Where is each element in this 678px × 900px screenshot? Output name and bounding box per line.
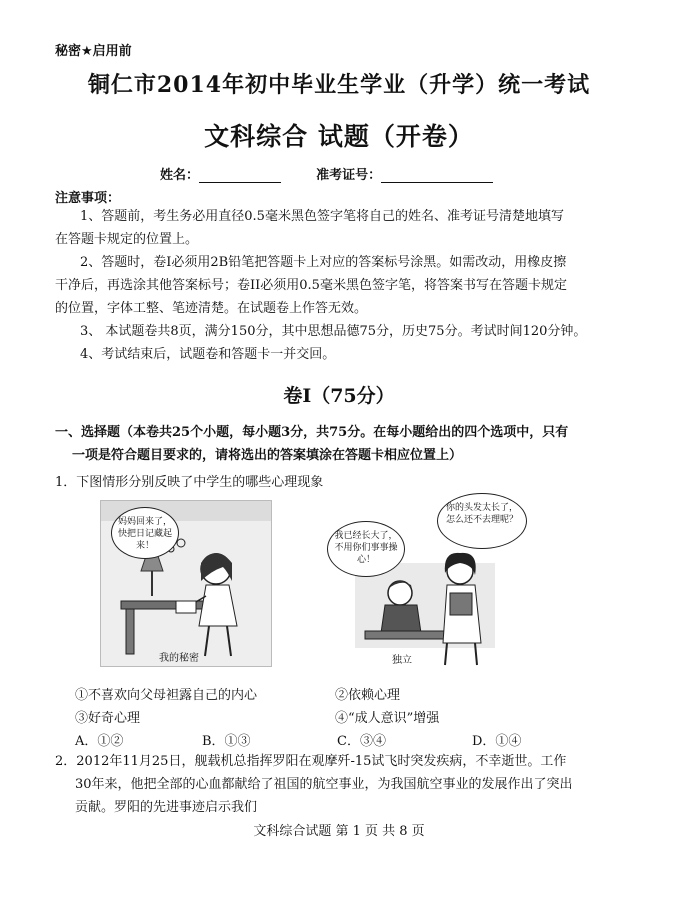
note-line-4: 干净后，再选涂其他答案标号；卷II必须用0.5毫米黑色签字笔，将答案书写在答题卡规定 bbox=[55, 278, 567, 293]
statement-2: ②依赖心理 bbox=[335, 688, 401, 703]
exam-number-label: 准考证号： bbox=[316, 168, 382, 183]
statement-1: ①不喜欢向父母袒露自己的内心 bbox=[75, 688, 258, 703]
statement-3: ③好奇心理 bbox=[75, 711, 141, 726]
exam-title: 铜仁市2014年初中毕业生学业（升学）统一考试 bbox=[87, 72, 591, 98]
note-line-3: 2、答题时，卷I必须用2B铅笔把答题卡上对应的答案标号涂黑。如需改动，用橡皮擦 bbox=[80, 255, 567, 270]
cartoon-independence bbox=[325, 493, 530, 668]
section-title: 卷Ⅰ（75分） bbox=[283, 385, 395, 407]
option-d: D．①④ bbox=[472, 734, 522, 749]
note-line-5: 的位置，字体工整、笔迹清楚。在试题卷上作答无效。 bbox=[55, 301, 368, 316]
question-1-stem: 1．下图情形分别反映了中学生的哪些心理现象 bbox=[55, 475, 324, 490]
candidate-info-row bbox=[160, 164, 493, 183]
option-c: C．③④ bbox=[337, 734, 386, 749]
section-instruction-line-1: 一、选择题（本卷共25个小题，每小题3分，共75分。在每小题给出的四个选项中，只有 bbox=[55, 425, 569, 440]
name-blank[interactable] bbox=[199, 168, 281, 183]
speech-bubble-girl: 妈妈回来了，快把日记藏起来！ bbox=[111, 507, 179, 559]
option-b: B．①③ bbox=[202, 734, 251, 749]
secret-label: 秘密★启用前 bbox=[55, 44, 132, 59]
note-line-2: 在答题卡规定的位置上。 bbox=[55, 232, 199, 247]
question-2-line-1: 2．2012年11月25日，舰载机总指挥罗阳在观摩歼-15试飞时突发疾病，不幸逝世。工作 bbox=[55, 754, 567, 769]
caption-my-secret: 我的秘密 bbox=[159, 653, 199, 664]
option-a: A．①② bbox=[75, 734, 124, 749]
exam-number-blank[interactable] bbox=[381, 168, 493, 183]
statement-4: ④“成人意识”增强 bbox=[335, 711, 440, 726]
speech-bubble-mom: 你的头发太长了，怎么还不去理呢？ bbox=[437, 493, 527, 549]
question-2-line-3: 贡献。罗阳的先进事迹启示我们 bbox=[75, 800, 258, 815]
question-2-line-2: 30年来，他把全部的心血都献给了祖国的航空事业，为我国航空事业的发展作出了突出 bbox=[75, 777, 573, 792]
note-line-1: 1、答题前，考生务必用直径0.5毫米黑色签字笔将自己的姓名、准考证号清楚地填写 bbox=[80, 209, 564, 224]
name-label: 姓名： bbox=[160, 168, 200, 183]
speech-bubble-boy: 我已经长大了，不用你们事事操心！ bbox=[327, 521, 405, 577]
note-line-6: 3、 本试题卷共8页，满分150分，其中思想品德75分，历史75分。考试时间120分钟。 bbox=[80, 324, 587, 339]
page-footer: 文科综合试题 第 1 页 共 8 页 bbox=[253, 824, 425, 839]
exam-subtitle: 文科综合 试题（开卷） bbox=[204, 122, 474, 151]
caption-independence: 独立 bbox=[392, 651, 412, 666]
cartoon-my-secret bbox=[100, 500, 272, 667]
section-instruction-line-2: 一项是符合题目要求的，请将选出的答案填涂在答题卡相应位置上） bbox=[72, 448, 463, 463]
notes-heading: 注意事项： bbox=[55, 191, 121, 206]
note-line-7: 4、考试结束后，试题卷和答题卡一并交回。 bbox=[80, 347, 336, 362]
